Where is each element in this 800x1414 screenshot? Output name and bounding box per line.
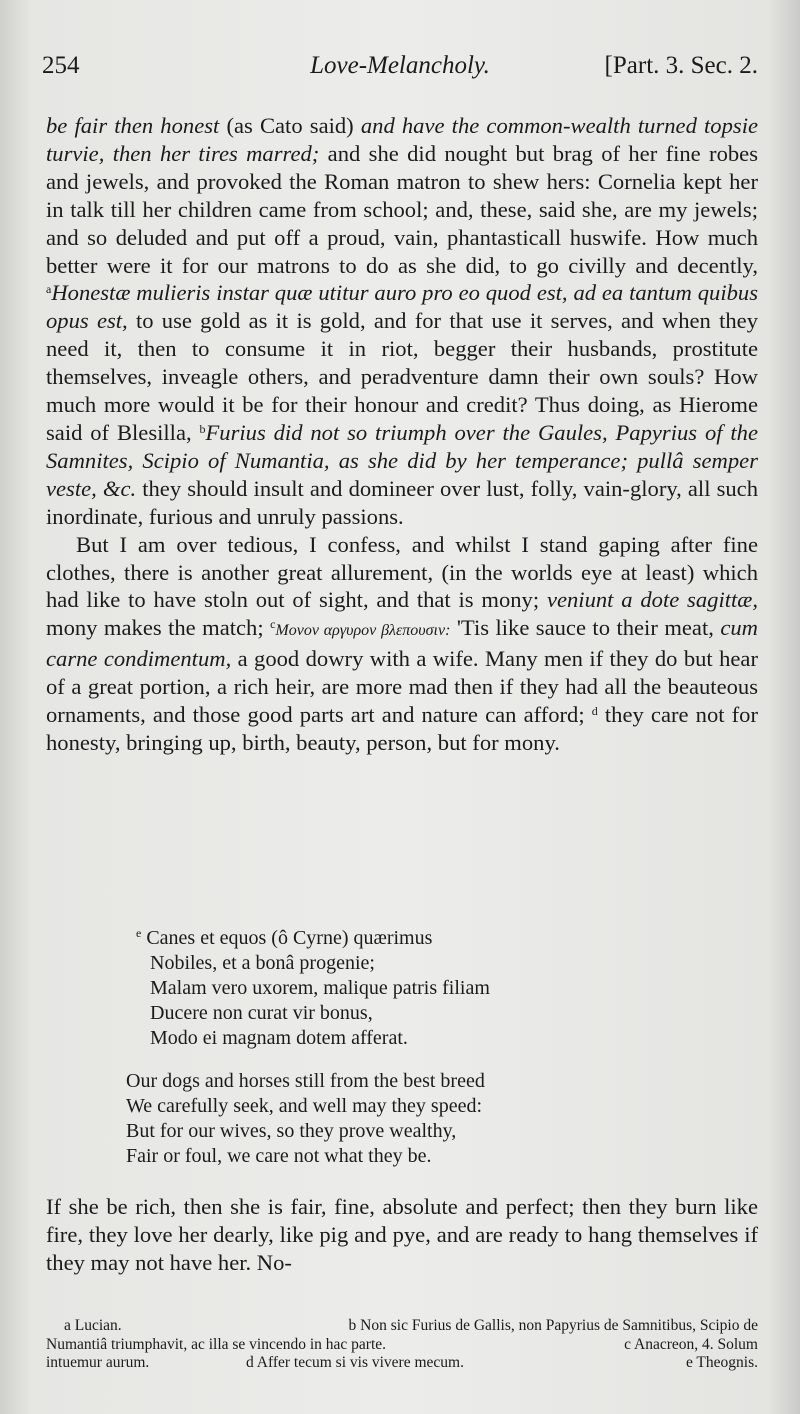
verse-line <box>136 926 636 951</box>
footnote-ref-e: e <box>136 926 142 940</box>
text-run: mony makes the match; <box>46 615 271 641</box>
footnote-ref-d: d <box>591 704 598 719</box>
continuation-text <box>46 1193 758 1277</box>
section-label: [Part. 3. Sec. 2. <box>604 52 758 79</box>
text-run: But I am over tedious, I confess, and whilst I stand gaping after fine clothes, there is another great allurement, (in the worlds eye at least) which had like to have stoln out of sight, and that is mony; <box>46 531 758 613</box>
footnote-row <box>46 1354 758 1373</box>
text-run: 'Tis like sauce to their meat, <box>450 615 721 641</box>
verse-text: Canes et equos (ô Cyrne) quærimus <box>141 927 433 949</box>
text-run: veniunt a dote sagittæ, <box>546 587 758 613</box>
footnote-c-cont: intuemur aurum. <box>46 1354 150 1372</box>
greek-quote: Μονον αργυρον βλεπουσιν: <box>275 622 451 640</box>
text-run: Honestæ mulieris instar quæ utitur auro pro eo quod est, ad ea tantum quibus opus est, <box>46 280 758 334</box>
english-verse <box>126 1069 666 1169</box>
footnotes <box>46 1317 758 1373</box>
footnote-d: d Affer tecum si vis vivere mecum. <box>246 1354 464 1372</box>
footnote-ref-c: c <box>270 617 276 632</box>
text-run: they should insult and domineer over lust, folly, vain-glory, all such inordinate, furious and unruly passions. <box>46 475 758 529</box>
verse-line: Fair or foul, we care not what they be. <box>126 1145 432 1167</box>
text-run: they care not for honesty, bringing up, birth, beauty, person, but for mony. <box>46 702 758 755</box>
verse-line: We carefully seek, and well may they speed: <box>126 1095 483 1117</box>
verse-line: Our dogs and horses still from the best breed <box>126 1070 485 1092</box>
page-number: 254 <box>42 52 80 79</box>
footnote-b-line2: Numantiâ triumphavit, ac illa se vincendo in hac parte. <box>46 1335 387 1353</box>
verse-line: But for our wives, so they prove wealthy, <box>126 1120 457 1142</box>
text-run: be fair then honest <box>46 113 220 138</box>
footnote-e: e Theognis. <box>685 1354 758 1372</box>
verse-line: Malam vero uxorem, malique patris filiam <box>150 977 490 999</box>
footnote-ref-a: a <box>46 282 52 297</box>
footnote-c: c Anacreon, 4. Solum <box>624 1335 758 1353</box>
main-text <box>46 112 758 757</box>
paragraph-3: If she be rich, then she is fair, fine, absolute and perfect; then they burn like fire, they love her dearly, like pig and pye, and are ready to hang themselves if they may not have her. No- <box>46 1194 758 1275</box>
latin-verse <box>136 926 636 1051</box>
text-run: to use gold as it is gold, and for that use it serves, and when they need it, then to consume it in riot, begger their husbands, prostitute themselves, inveagle others, and peradventure damn their own souls? How much more would it be for their honour and credit? Thus doing, as Hierome said of Blesilla, <box>46 308 758 445</box>
text-run: and she did nought but brag of her fine robes and jewels, and provoked the Roman matron to shew hers: Cornelia kept her in talk till her children came from school; and, these, said she, are my jewels; and so deluded and put off a proud, vain, phantasticall huswife. How much better were it for our matrons to do as she did, to go civilly and decently, <box>46 140 759 278</box>
footnote-ref-b: b <box>199 421 206 436</box>
verse-line: Nobiles, et a bonâ progenie; <box>150 952 375 974</box>
footnote-row <box>46 1317 758 1336</box>
verse-line: Ducere non curat vir bonus, <box>150 1002 373 1024</box>
text-run: a good dowry with a wife. Many men if they do but hear of a great portion, a rich heir, are more mad then if they had all the beauteous ornaments, and those good parts art and nature can afford; <box>46 646 758 728</box>
text-run: and have the common-wealth turned topsie turvie, then her tires marred; <box>46 113 759 166</box>
running-header <box>42 52 758 92</box>
footnote-a: a Lucian. <box>64 1317 122 1334</box>
text-run: (as Cato said) <box>219 113 361 138</box>
footnote-b-line1: b Non sic Furius de Gallis, non Papyrius de Samnitibus, Scipio de <box>348 1317 758 1334</box>
paragraph-1 <box>46 112 758 531</box>
text-run: Furius did not so triumph over the Gaules, Papyrius of the Samnites, Scipio of Numantia, as she did by her temperance; pullâ semper veste, &c. <box>46 419 758 501</box>
footnote-row <box>46 1336 758 1355</box>
paragraph-2 <box>46 531 758 757</box>
text-run: cum carne condimentum, <box>46 615 758 672</box>
verse-line: Modo ei magnam dotem afferat. <box>150 1027 408 1049</box>
running-title: Love-Melancholy. <box>310 52 490 79</box>
